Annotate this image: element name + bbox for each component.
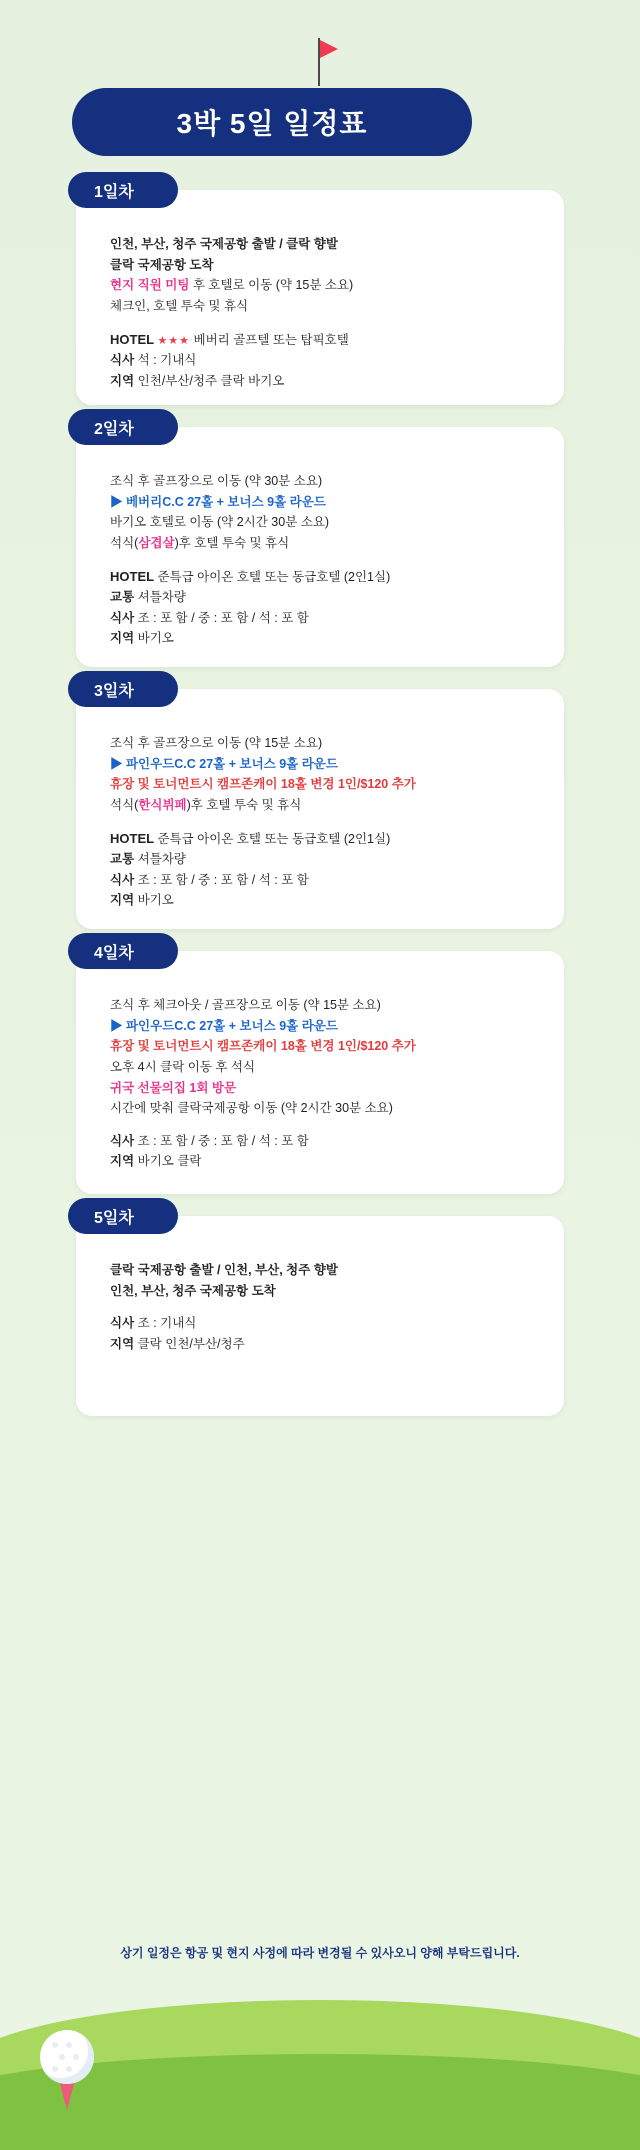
itinerary-text: 베버리 골프텔 또는 탑픽호텔 (190, 332, 349, 347)
itinerary-text: 조식 후 체크아웃 / 골프장으로 이동 (약 15분 소요) (110, 998, 381, 1012)
itinerary-text: 석식( (110, 535, 139, 550)
day-tab-label: 4일차 (94, 944, 134, 962)
itinerary-line (110, 350, 530, 371)
itinerary-text: 식사 (110, 872, 135, 887)
itinerary-line (110, 1260, 530, 1281)
day-tab[interactable] (68, 409, 178, 445)
spacer (110, 317, 530, 329)
flag-cloth (320, 40, 338, 58)
itinerary-text: 조식 후 골프장으로 이동 (약 15분 소요) (110, 736, 323, 750)
itinerary-line (110, 1016, 530, 1037)
itinerary-text: 인천, 부산, 청주 국제공항 도착 (110, 1283, 276, 1298)
itinerary-line (110, 733, 530, 754)
itinerary-text: 교통 (110, 852, 135, 867)
day-tab-label: 2일차 (94, 420, 134, 438)
itinerary-text: 시간에 맞춰 클락국제공항 이동 (약 2시간 30분 소요) (110, 1101, 393, 1116)
itinerary-text: 체크인, 호텔 투숙 및 휴식 (110, 298, 249, 313)
itinerary-line (110, 329, 530, 351)
day-tab[interactable] (68, 1198, 178, 1234)
day-card-body (76, 1216, 564, 1381)
itinerary-line (110, 1036, 530, 1057)
itinerary-line (110, 255, 530, 276)
itinerary-text: 현지 직원 미팅 (110, 278, 190, 293)
itinerary-line (110, 587, 530, 608)
itinerary-line (110, 774, 530, 795)
itinerary-text: )후 호텔 투숙 및 휴식 (186, 797, 302, 812)
itinerary-text: 셔틀차량 (134, 590, 186, 605)
spacer (110, 816, 530, 828)
itinerary-text: 지역 (110, 893, 135, 908)
itinerary-text: 클락 국제공항 도착 (110, 257, 214, 272)
itinerary-text: 지역 (110, 1154, 135, 1169)
itinerary-text: 클락 국제공항 출발 / 인천, 부산, 청주 향발 (110, 1263, 338, 1277)
itinerary-text: 바기오 (134, 631, 174, 646)
itinerary-line (110, 608, 530, 629)
day-tab[interactable] (68, 933, 178, 969)
itinerary-text: 식사 (110, 610, 135, 625)
spacer (110, 1301, 530, 1313)
itinerary-line (110, 275, 530, 296)
golf-flag-icon (300, 38, 340, 86)
itinerary-text: 휴장 및 토너먼트시 캠프존캐이 18홀 변경 1인/$120 추가 (110, 777, 416, 792)
itinerary-text: ▶ 베버리C.C 27홀 + 보너스 9홀 라운드 (110, 494, 326, 509)
itinerary-text: 식사 (110, 1316, 135, 1331)
day-tab[interactable] (68, 671, 178, 707)
itinerary-text: 인천, 부산, 청주 국제공항 출발 / 클락 향발 (110, 237, 338, 251)
itinerary-line (110, 1313, 530, 1334)
itinerary-line (110, 296, 530, 317)
itinerary-line (110, 995, 530, 1016)
page-title (72, 88, 472, 156)
itinerary-line (110, 234, 530, 255)
itinerary-text: 지역 (110, 1336, 135, 1351)
day-card-body (76, 689, 564, 937)
itinerary-text: 지역 (110, 373, 135, 388)
day-card (76, 1209, 564, 1416)
itinerary-text: 지역 (110, 631, 135, 646)
spacer (110, 554, 530, 566)
golf-ball-icon (40, 2030, 94, 2084)
day-tab-label: 3일차 (94, 682, 134, 700)
itinerary-text: )후 호텔 투숙 및 휴식 (174, 535, 290, 550)
itinerary-line (110, 566, 530, 588)
itinerary-line (110, 870, 530, 891)
itinerary-line (110, 628, 530, 649)
itinerary-line (110, 1078, 530, 1099)
itinerary-line (110, 1334, 530, 1355)
day-card (76, 682, 564, 929)
itinerary-line (110, 371, 530, 392)
day-tab[interactable] (68, 172, 178, 208)
itinerary-text: 준특급 아이온 호텔 또는 동급호텔 (2인1실) (157, 569, 391, 584)
itinerary-line (110, 1098, 530, 1119)
grass-front-hill (0, 2054, 640, 2150)
itinerary-line (110, 1131, 530, 1152)
itinerary-text: 휴장 및 토너먼트시 캠프존캐이 18홀 변경 1인/$120 추가 (110, 1039, 416, 1054)
itinerary-text: ★★★ (157, 334, 191, 347)
itinerary-line (110, 754, 530, 775)
day-tab-label: 1일차 (94, 183, 134, 201)
itinerary-line (110, 1151, 530, 1172)
itinerary-text: 귀국 선물의집 1회 방문 (110, 1080, 237, 1095)
itinerary-text: 후 호텔로 이동 (약 15분 소요) (189, 278, 354, 293)
page-title-text: 3박 5일 일정표 (176, 108, 368, 139)
itinerary-text: ▶ 파인우드C.C 27홀 + 보너스 9홀 라운드 (110, 756, 338, 771)
itinerary-line (110, 512, 530, 533)
golf-tee-icon (59, 2080, 75, 2110)
itinerary-text: 석 : 기내식 (134, 353, 197, 368)
itinerary-text: 교통 (110, 590, 135, 605)
itinerary-text: HOTEL (110, 568, 158, 584)
day-card (76, 183, 564, 405)
day-card-body (76, 951, 564, 1198)
itinerary-text: 바기오 클락 (134, 1154, 202, 1169)
itinerary-line (110, 533, 530, 554)
itinerary-text: 바기오 (134, 893, 174, 908)
itinerary-line (110, 890, 530, 911)
itinerary-text: 식사 (110, 1133, 135, 1148)
itinerary-text: 오후 4시 클락 이동 후 석식 (110, 1059, 256, 1074)
itinerary-text: 한식뷔페 (138, 797, 187, 812)
day-tab-label: 5일차 (94, 1209, 134, 1227)
itinerary-line (110, 1281, 530, 1302)
itinerary-text: 클락 인천/부산/청주 (134, 1336, 245, 1351)
day-card-body (76, 190, 564, 417)
itinerary-text: 조 : 포 함 / 중 : 포 함 / 석 : 포 함 (134, 610, 309, 625)
itinerary-line (110, 849, 530, 870)
day-card-body (76, 427, 564, 675)
itinerary-text: 준특급 아이온 호텔 또는 동급호텔 (2인1실) (157, 831, 391, 846)
itinerary-text: 삼겹살 (138, 535, 175, 550)
itinerary-text: 조 : 포 함 / 중 : 포 함 / 석 : 포 함 (134, 872, 309, 887)
itinerary-line (110, 795, 530, 816)
itinerary-line (110, 471, 530, 492)
footer-note: 상기 일정은 항공 및 현지 사정에 따라 변경될 수 있사오니 양해 부탁드립니다. (120, 1946, 520, 1960)
day-card (76, 944, 564, 1194)
itinerary-text: 인천/부산/청주 클락 바기오 (134, 373, 285, 388)
day-card (76, 420, 564, 667)
itinerary-text: ▶ 파인우드C.C 27홀 + 보너스 9홀 라운드 (110, 1018, 338, 1033)
spacer (110, 1119, 530, 1131)
itinerary-text: 바기오 호텔로 이동 (약 2시간 30분 소요) (110, 515, 330, 530)
itinerary-text: 셔틀차량 (134, 852, 186, 867)
itinerary-text: 조 : 포 함 / 중 : 포 함 / 석 : 포 함 (134, 1133, 309, 1148)
itinerary-text: HOTEL (110, 830, 158, 846)
itinerary-text: 식사 (110, 353, 135, 368)
itinerary-text: HOTEL (110, 331, 158, 347)
itinerary-line (110, 492, 530, 513)
itinerary-text: 조 : 기내식 (134, 1316, 197, 1331)
itinerary-line (110, 1057, 530, 1078)
itinerary-line (110, 828, 530, 850)
itinerary-text: 석식( (110, 797, 139, 812)
itinerary-text: 조식 후 골프장으로 이동 (약 30분 소요) (110, 474, 323, 488)
